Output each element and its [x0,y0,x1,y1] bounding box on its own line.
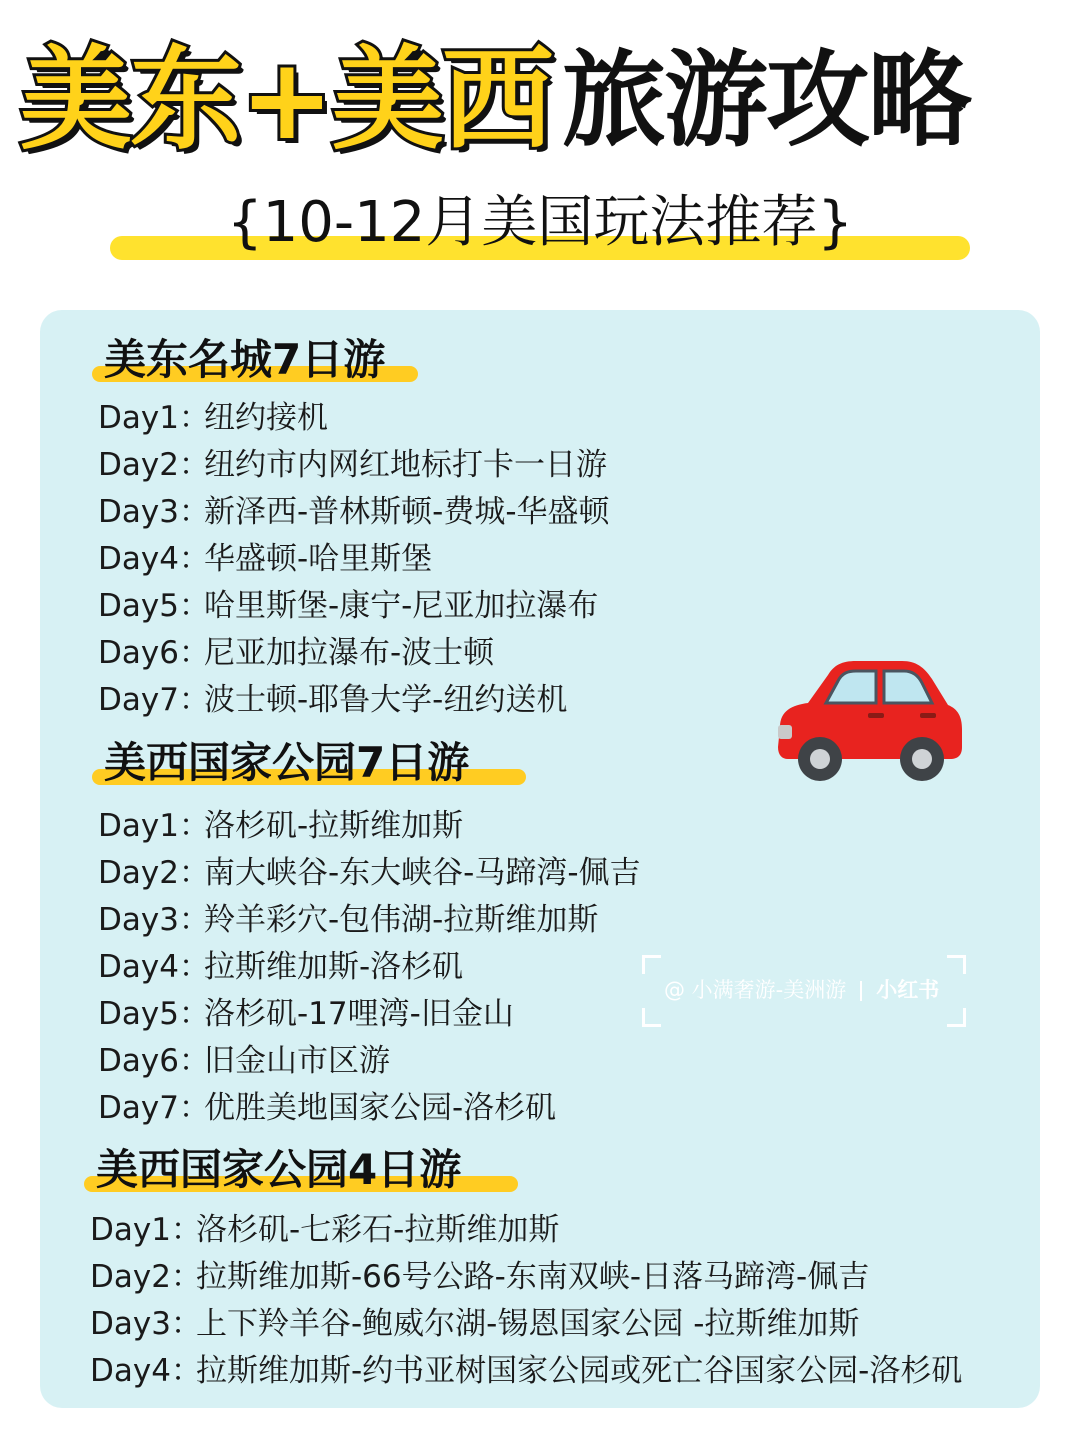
watermark-text [664,975,939,1005]
day-label: Day3： [98,902,210,938]
watermark [642,955,966,1027]
day-row [90,1254,1080,1301]
day-label: Day4： [98,949,210,985]
page-title [20,30,1070,170]
day-label: Day7： [98,682,210,718]
day-route: 优胜美地国家公园-洛杉矶 [204,1090,557,1126]
title-part1: 美东+美西 [20,35,552,165]
day-list [90,1207,1080,1395]
day-label: Day2： [98,855,210,891]
title-part2: 旅游攻略 [561,39,970,161]
watermark-corner [642,955,661,974]
day-row [90,1207,1080,1254]
day-label: Day4： [90,1353,202,1389]
day-row [90,1348,1080,1395]
day-row [98,850,1080,897]
section-west-4day [40,1134,1040,1392]
day-row [98,489,1080,536]
day-row [98,1085,1080,1132]
day-label: Day5： [98,588,210,624]
day-route: 拉斯维加斯-66号公路-东南双峡-日落马蹄湾-佩吉 [196,1259,870,1295]
section-title: 美东名城7日游 [104,335,386,384]
day-label: Day5： [98,996,210,1032]
watermark-corner [947,955,966,974]
section-title: 美西国家公园7日游 [104,738,470,787]
day-route: 洛杉矶-七彩石-拉斯维加斯 [196,1212,560,1248]
watermark-separator [860,981,862,1001]
watermark-platform: 小红书 [876,978,940,1002]
day-row [98,536,1080,583]
day-label: Day1： [98,400,210,436]
day-row [90,1301,1080,1348]
day-route: 新泽西-普林斯顿-费城-华盛顿 [204,494,610,530]
day-label: Day2： [98,447,210,483]
day-row [98,442,1080,489]
day-row [98,395,1080,442]
watermark-author: @ 小满奢游-美洲游 [664,978,847,1002]
itinerary-card [40,310,1040,1408]
day-route: 洛杉矶-17哩湾-旧金山 [204,996,514,1032]
day-row [98,583,1080,630]
watermark-corner [642,1008,661,1027]
day-label: Day3： [98,494,210,530]
day-label: Day6： [98,635,210,671]
subtitle: {10-12月美国玩法推荐} [227,190,853,255]
day-route: 尼亚加拉瀑布-波士顿 [204,635,495,671]
day-row [98,803,1080,850]
day-label: Day1： [90,1212,202,1248]
day-label: Day6： [98,1043,210,1079]
day-route: 拉斯维加斯-洛杉矶 [204,949,464,985]
section-header [40,1134,1040,1204]
day-route: 哈里斯堡-康宁-尼亚加拉瀑布 [204,588,599,624]
day-route: 拉斯维加斯-约书亚树国家公园或死亡谷国家公园-洛杉矶 [196,1353,963,1389]
day-route: 纽约市内网红地标打卡一日游 [204,447,607,483]
day-route: 华盛顿-哈里斯堡 [204,541,433,577]
day-route: 羚羊彩穴-包伟湖-拉斯维加斯 [204,902,599,938]
watermark-corner [947,1008,966,1027]
day-label: Day1： [98,808,210,844]
day-label: Day4： [98,541,210,577]
day-label: Day3： [90,1306,202,1342]
day-row [98,897,1080,944]
day-route: 南大峡谷-东大峡谷-马蹄湾-佩吉 [204,855,641,891]
day-route: 洛杉矶-拉斯维加斯 [204,808,464,844]
day-row [98,1038,1080,1085]
day-route: 纽约接机 [204,400,328,436]
day-label: Day7： [98,1090,210,1126]
section-west-7day [40,727,1040,1126]
section-title: 美西国家公园4日游 [96,1145,462,1194]
car-icon [770,655,966,783]
day-route: 旧金山市区游 [204,1043,390,1079]
day-route: 波士顿-耶鲁大学-纽约送机 [204,682,568,718]
subtitle-block [110,190,970,270]
section-header [40,324,1040,394]
day-route: 上下羚羊谷-鲍威尔湖-锡恩国家公园 -拉斯维加斯 [196,1306,860,1342]
day-label: Day2： [90,1259,202,1295]
